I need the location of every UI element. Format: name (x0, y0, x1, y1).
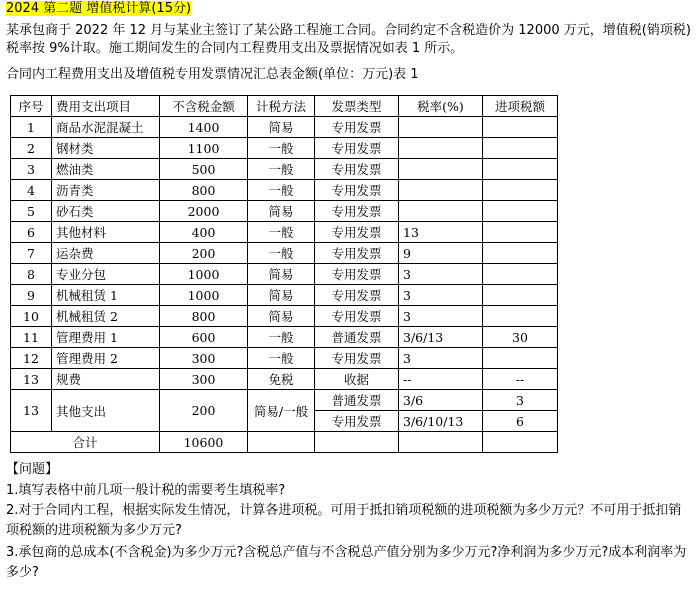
cell-tax (483, 243, 558, 264)
table-caption: 合同内工程费用支出及增值税专用发票情况汇总表金额(单位：万元)表 1 (6, 67, 419, 82)
cell-invoice: 专用发票 (315, 264, 399, 285)
cell-amount: 1000 (160, 285, 248, 306)
cell-method: 一般 (248, 159, 315, 180)
question-3: 3.承包商的总成本(不含税金)为多少万元?含税总产值与不含税总产值分别为多少万元?净利润为多少万元?成本利润率为多少? (6, 545, 687, 580)
table-row (11, 327, 558, 348)
cell-invoice: 专用发票 (315, 201, 399, 222)
empty-cell (248, 432, 315, 453)
cell-no: 10 (11, 306, 52, 327)
cell-invoice: 收据 (315, 369, 399, 390)
questions-heading: 【问题】 (6, 462, 59, 477)
cell-rate: 3 (399, 264, 483, 285)
cell-no: 11 (11, 327, 52, 348)
cell-item: 规费 (52, 369, 160, 390)
page-title (6, 0, 191, 18)
cell-no: 2 (11, 138, 52, 159)
cell-item: 其他支出 (52, 390, 160, 432)
cell-invoice: 专用发票 (315, 159, 399, 180)
header-cell: 发票类型 (315, 96, 399, 117)
cell-item: 其他材料 (52, 222, 160, 243)
cell-tax (483, 285, 558, 306)
table-row (11, 180, 558, 201)
table-row (11, 117, 558, 138)
cell-tax (483, 138, 558, 159)
cell-no: 9 (11, 285, 52, 306)
cell-amount: 500 (160, 159, 248, 180)
cell-tax: 3 (483, 390, 558, 411)
cell-amount: 2000 (160, 201, 248, 222)
cell-amount: 600 (160, 327, 248, 348)
question-2: 2.对于合同内工程，根据实际发生情况，计算各进项税。可用于抵扣销项税额的进项税额为多少万元？不可用于抵扣销项税额的进项税额为多少万元? (6, 503, 682, 538)
table-row (11, 285, 558, 306)
cell-amount: 1400 (160, 117, 248, 138)
total-label: 合计 (11, 432, 160, 453)
cell-rate: 3 (399, 348, 483, 369)
cell-method: 一般 (248, 138, 315, 159)
cell-item: 运杂费 (52, 243, 160, 264)
cell-rate: 3 (399, 306, 483, 327)
table-row (11, 243, 558, 264)
cell-method: 一般 (248, 180, 315, 201)
cell-rate (399, 138, 483, 159)
cell-item: 砂石类 (52, 201, 160, 222)
cell-item: 沥青类 (52, 180, 160, 201)
cell-no: 6 (11, 222, 52, 243)
cell-method: 简易 (248, 201, 315, 222)
cell-amount: 400 (160, 222, 248, 243)
table-header-row (11, 96, 558, 117)
cell-rate (399, 159, 483, 180)
cell-amount: 200 (160, 243, 248, 264)
cell-item: 管理费用 1 (52, 327, 160, 348)
cell-invoice: 专用发票 (315, 117, 399, 138)
cell-method: 简易 (248, 264, 315, 285)
cell-tax (483, 264, 558, 285)
cell-item: 机械租赁 2 (52, 306, 160, 327)
cell-method: 简易/一般 (248, 390, 315, 432)
cell-no: 13 (11, 369, 52, 390)
header-cell: 费用支出项目 (52, 96, 160, 117)
cell-no: 12 (11, 348, 52, 369)
cell-rate: 3/6 (399, 390, 483, 411)
cell-item: 机械租赁 1 (52, 285, 160, 306)
cell-tax (483, 201, 558, 222)
cell-no: 4 (11, 180, 52, 201)
cell-amount: 1100 (160, 138, 248, 159)
table-row (11, 264, 558, 285)
cell-tax (483, 306, 558, 327)
title-text: 2024 第二题 增值税计算(15分) (6, 1, 192, 16)
table-row (11, 138, 558, 159)
table-total-row (11, 432, 558, 453)
cell-invoice: 专用发票 (315, 306, 399, 327)
cell-invoice: 专用发票 (315, 180, 399, 201)
header-cell: 不含税金额 (160, 96, 248, 117)
cell-tax (483, 222, 558, 243)
cell-item: 商品水泥混凝土 (52, 117, 160, 138)
cell-method: 简易 (248, 285, 315, 306)
question-1: 1.填写表格中前几项一般计税的需要考生填税率? (6, 483, 286, 498)
header-cell: 税率(%) (399, 96, 483, 117)
table-row (11, 222, 558, 243)
table-row (11, 390, 558, 411)
expense-table (10, 95, 558, 453)
cell-amount: 1000 (160, 264, 248, 285)
cell-tax: -- (483, 369, 558, 390)
cell-tax (483, 117, 558, 138)
total-amount: 10600 (160, 432, 248, 453)
cell-method: 免税 (248, 369, 315, 390)
cell-invoice: 普通发票 (315, 327, 399, 348)
table-row (11, 159, 558, 180)
empty-cell (399, 432, 483, 453)
cell-rate (399, 180, 483, 201)
cell-invoice: 专用发票 (315, 411, 399, 432)
cell-item: 钢材类 (52, 138, 160, 159)
cell-no: 8 (11, 264, 52, 285)
cell-item: 管理费用 2 (52, 348, 160, 369)
cell-invoice: 专用发票 (315, 222, 399, 243)
empty-cell (315, 432, 399, 453)
cell-rate (399, 117, 483, 138)
cell-tax (483, 348, 558, 369)
cell-amount: 300 (160, 348, 248, 369)
table-row (11, 201, 558, 222)
cell-method: 简易 (248, 306, 315, 327)
cell-amount: 200 (160, 390, 248, 432)
cell-method: 一般 (248, 222, 315, 243)
cell-invoice: 专用发票 (315, 348, 399, 369)
cell-invoice: 专用发票 (315, 138, 399, 159)
cell-amount: 800 (160, 306, 248, 327)
cell-rate: -- (399, 369, 483, 390)
table-row (11, 369, 558, 390)
header-cell: 序号 (11, 96, 52, 117)
empty-cell (483, 432, 558, 453)
cell-invoice: 普通发票 (315, 390, 399, 411)
cell-invoice: 专用发票 (315, 285, 399, 306)
cell-rate: 3/6/10/13 (399, 411, 483, 432)
cell-no: 7 (11, 243, 52, 264)
cell-rate (399, 201, 483, 222)
cell-amount: 800 (160, 180, 248, 201)
cell-method: 一般 (248, 327, 315, 348)
cell-invoice: 专用发票 (315, 243, 399, 264)
cell-rate: 9 (399, 243, 483, 264)
cell-rate: 3/6/13 (399, 327, 483, 348)
table-row (11, 348, 558, 369)
cell-no: 3 (11, 159, 52, 180)
cell-no: 13 (11, 390, 52, 432)
cell-no: 1 (11, 117, 52, 138)
table-row (11, 306, 558, 327)
header-cell: 计税方法 (248, 96, 315, 117)
header-cell: 进项税额 (483, 96, 558, 117)
intro-paragraph: 某承包商于 2022 年 12 月与某业主签订了某公路工程施工合同。合同约定不含税造价为 12000 万元，增值税(销项税)税率按 9%计取。施工期间发生的合同内工程费用支出及票据情况如表 1 所示。 (6, 23, 691, 56)
cell-rate: 3 (399, 285, 483, 306)
cell-tax (483, 159, 558, 180)
cell-item: 专业分包 (52, 264, 160, 285)
cell-tax (483, 180, 558, 201)
cell-method: 简易 (248, 117, 315, 138)
cell-tax: 30 (483, 327, 558, 348)
cell-tax: 6 (483, 411, 558, 432)
cell-no: 5 (11, 201, 52, 222)
cell-method: 一般 (248, 243, 315, 264)
cell-amount: 300 (160, 369, 248, 390)
cell-item: 燃油类 (52, 159, 160, 180)
cell-method: 一般 (248, 348, 315, 369)
cell-rate: 13 (399, 222, 483, 243)
